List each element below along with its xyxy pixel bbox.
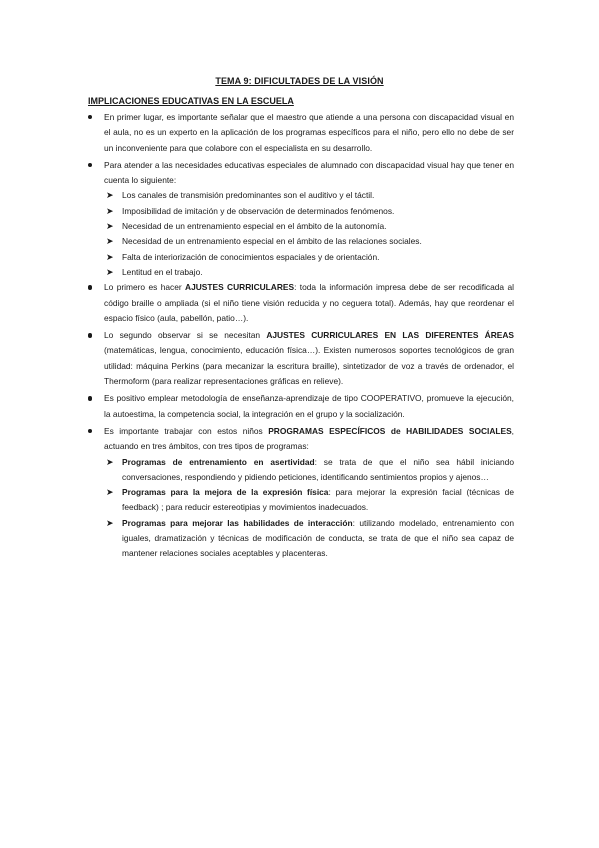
program-text: : para mejorar la expresión facial (técnicas de feedback) ; para reducir estereotipias y movimientos inadecuados.: [122, 487, 514, 513]
bullet-item: [88, 280, 514, 326]
bullet-text: Para atender a las necesidades educativas especiales de alumnado con discapacidad visual hay que tener en cuenta lo siguiente:: [104, 159, 514, 186]
bullet-text: Lo segundo observar si se necesitan: [104, 330, 267, 341]
arrow-icon: ➤: [106, 266, 114, 277]
sub-item: [104, 219, 514, 234]
bullet-text: Es importante trabajar con estos niños: [104, 425, 269, 436]
bullet-item: [88, 110, 514, 156]
bullet-bold-text: AJUSTES CURRICULARES EN LAS DIFERENTES ÁREAS: [266, 330, 514, 341]
sub-item-text: Imposibilidad de imitación y de observación de determinados fenómenos.: [122, 205, 395, 216]
program-text: : utilizando modelado, entrenamiento con iguales, dramatización y técnicas de modificación de conducta, se trata de que el niño sea capaz de mantener relaciones sociales aceptables y placenteras.: [122, 517, 514, 559]
bullet-icon: [88, 396, 92, 400]
sub-item: [104, 204, 514, 219]
program-title: Programas de entrenamiento en asertividad: [122, 456, 315, 467]
program-text: : se trata de que el niño sea hábil iniciando conversaciones, respondiendo y pidiendo peticiones, identificando sentimientos propios y ajenos…: [122, 456, 514, 482]
program-item: [104, 485, 514, 516]
bullet-text: (matemáticas, lengua, conocimiento, educación física…). Existen numerosos soportes tecnológicos de gran utilidad: máquina Perkins (para mecanizar la escritura braille), sintetizador de voz a través de ordenador, el Thermoform (para realizar representaciones gráficas en relieve).: [104, 345, 514, 387]
arrow-icon: ➤: [106, 456, 114, 467]
arrow-icon: ➤: [106, 251, 114, 262]
bullet-bold-text: AJUSTES CURRICULARES: [185, 282, 295, 293]
sub-item-text: Lentitud en el trabajo.: [122, 266, 203, 277]
program-list: [104, 455, 514, 562]
arrow-icon: ➤: [106, 221, 114, 232]
bullet-item: [88, 328, 514, 389]
program-title: Programas para la mejora de la expresión física: [122, 487, 329, 498]
arrow-icon: ➤: [106, 236, 114, 247]
bullet-icon: [88, 285, 92, 289]
bullet-text: Lo primero es hacer: [104, 282, 186, 293]
arrow-icon: ➤: [106, 190, 114, 201]
program-title: Programas para mejorar las habilidades de interacción: [122, 517, 353, 528]
sub-list: [104, 188, 514, 280]
page-title: TEMA 9: DIFICULTADES DE LA VISIÓN: [215, 76, 384, 86]
section-heading: IMPLICACIONES EDUCATIVAS EN LA ESCUELA: [88, 96, 294, 106]
bullet-icon: [88, 429, 92, 433]
bullet-text: , actuando en tres ámbitos, con tres tipos de programas:: [104, 425, 514, 452]
bullet-icon: [88, 163, 92, 167]
bullet-item: [88, 158, 514, 280]
sub-item: [104, 188, 514, 203]
sub-item: [104, 234, 514, 249]
sub-item: [104, 265, 514, 280]
sub-item-text: Los canales de transmisión predominantes son el auditivo y el táctil.: [122, 190, 375, 201]
bullet-bold-text: PROGRAMAS ESPECÍFICOS de HABILIDADES SOCIALES: [268, 425, 512, 436]
sub-item-text: Necesidad de un entrenamiento especial en el ámbito de la autonomía.: [122, 221, 387, 232]
document-body: [88, 110, 514, 564]
bullet-item: [88, 424, 514, 562]
bullet-icon: [88, 115, 92, 119]
arrow-icon: ➤: [106, 205, 114, 216]
bullet-text: Es positivo emplear metodología de enseñanza-aprendizaje de tipo COOPERATIVO, promueve la ejecución, la autoestima, la competencia social, la integración en el grupo y la socialización.: [104, 393, 514, 419]
sub-item-text: Falta de interiorización de conocimientos espaciales y de orientación.: [122, 251, 380, 262]
sub-item-text: Necesidad de un entrenamiento especial en el ámbito de las relaciones sociales.: [122, 236, 422, 247]
program-item: [104, 516, 514, 562]
arrow-icon: ➤: [106, 517, 114, 528]
program-item: [104, 455, 514, 486]
bullet-item: [88, 391, 514, 422]
bullet-text: : toda la información impresa debe de ser recodificada al código braille o ampliada (si el niño tiene visión reducida y no ceguera total). Además, hay que reordenar el espacio físico (aula, pabellón, patio…).: [104, 282, 514, 323]
sub-item: [104, 250, 514, 265]
arrow-icon: ➤: [106, 487, 114, 498]
bullet-text: En primer lugar, es importante señalar que el maestro que atiende a una persona con discapacidad visual en el aula, no es un experto en la aplicación de los programas específicos para el niño, pero ello no debe de ser un inconveniente para que colabore con el especialista en su desarrollo.: [104, 112, 514, 153]
bullet-icon: [88, 333, 92, 337]
